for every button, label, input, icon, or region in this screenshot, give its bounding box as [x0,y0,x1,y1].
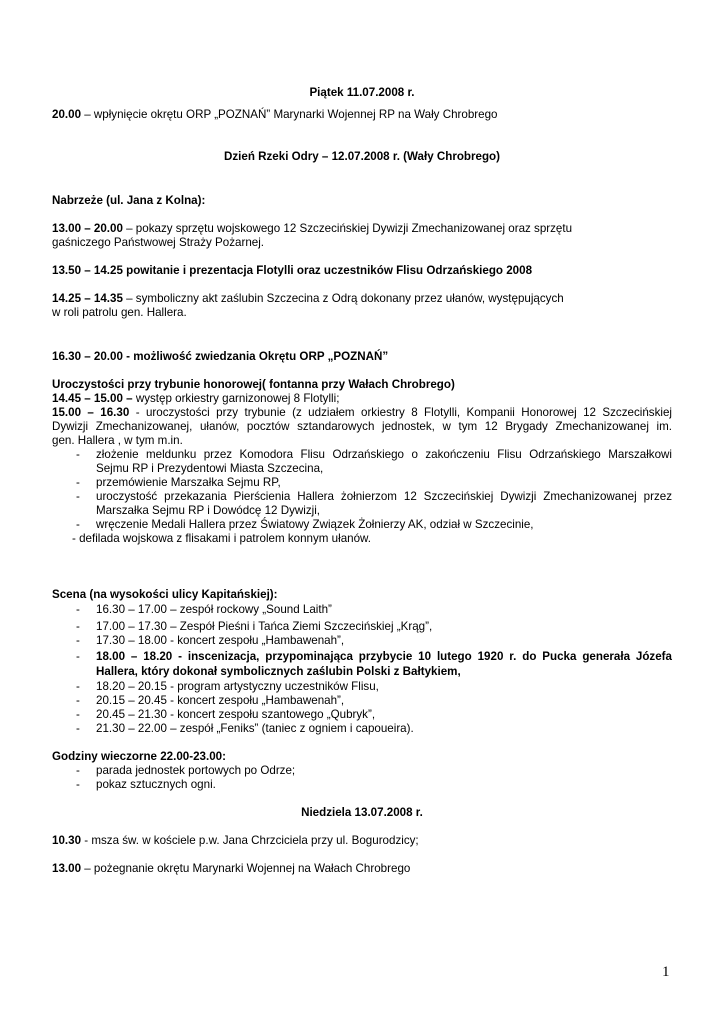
ceremony-line-2-time: 15.00 – 16.30 [52,406,130,419]
sunday-item-2-text: – pożegnanie okrętu Marynarki Wojennej na Wałach Chrobrego [81,862,411,875]
stage-item-6: 20.15 – 20.45 - koncert zespołu „Hambawenah”, [96,694,345,707]
quay-item-4: 16.30 – 20.00 - możliwość zwiedzania Okrętu ORP „POZNAŃ” [52,350,389,363]
ceremony-line-1-time: 14.45 – 15.00 – [52,392,133,405]
ceremony-bullet-3: uroczystość przekazania Pierścienia Hallera żołnierzom 12 Szczecińskiej Dywizji Zmechanizowanej przez [96,490,672,503]
ceremony-line-3: Dywizji Zmechanizowanej, ułanów, pocztów sztandarowych jednostek, w tym 12 Brygady Zmechanizowanej im. [52,420,672,433]
stage-item-3: 17.30 – 18.00 - koncert zespołu „Hambawenah”, [96,634,345,647]
bullet-dash: - [76,490,80,503]
evening-item-1: parada jednostek portowych po Odrze; [96,764,296,777]
quay-item-3-cont: w roli patrolu gen. Hallera. [52,306,187,319]
stage-item-7: 20.45 – 21.30 - koncert zespołu szantowego „Qubryk”, [96,708,376,721]
ceremony-line-4: gen. Hallera , w tym m.in. [52,434,183,447]
quay-item-3 [52,292,564,306]
stage-item-4-cont: Hallera, który dokonał symbolicznych zaślubin Polski z Bałtykiem, [96,665,461,678]
stage-item-5: 18.20 – 20.15 - program artystyczny uczestników Flisu, [96,680,379,693]
sunday-item-2 [52,862,410,876]
ceremony-heading: Uroczystości przy trybunie honorowej( fontanna przy Wałach Chrobrego) [52,378,455,391]
ceremony-line-1-text: występ orkiestry garnizonowej 8 Flotylli; [132,392,340,405]
stage-item-8: 21.30 – 22.00 – zespół „Feniks” (taniec z ogniem i capoueira). [96,722,414,735]
bullet-dash: - [76,476,80,489]
quay-heading: Nabrzeże (ul. Jana z Kolna): [52,194,206,207]
page-number: 1 [662,964,670,980]
evening-heading: Godziny wieczorne 22.00-23.00: [52,750,226,763]
stage-heading: Scena (na wysokości ulicy Kapitańskiej): [52,588,278,601]
sunday-item-2-time: 13.00 [52,862,82,875]
ceremony-line-2-text: - uroczystości przy trybunie (z udziałem orkiestry 8 Flotylli, Kompanii Honorowej 12 Szczecińskiej [129,406,672,419]
bullet-dash: - [76,694,80,707]
quay-item-2: 13.50 – 14.25 powitanie i prezentacja Flotylli oraz uczestników Flisu Odrzańskiego 2008 [52,264,533,277]
sunday-title: Niedziela 13.07.2008 r. [301,806,423,819]
bullet-dash: - [76,603,80,616]
friday-entry [52,108,497,122]
bullet-dash: - [76,634,80,647]
saturday-title: Dzień Rzeki Odry – 12.07.2008 r. (Wały Chrobrego) [224,150,500,163]
stage-item-2: 17.00 – 17.30 – Zespół Pieśni i Tańca Ziemi Szczecińskiej „Krąg”, [96,620,433,633]
quay-item-1 [52,222,572,236]
ceremony-bullet-1: złożenie meldunku przez Komodora Flisu Odrzańskiego o zakończeniu Flisu Odrzańskiego Marszałkowi [96,448,672,461]
ceremony-line-2 [52,406,672,420]
quay-item-1-text: – pokazy sprzętu wojskowego 12 Szczecińskiej Dywizji Zmechanizowanej oraz sprzętu [122,222,573,235]
ceremony-bullet-5: - defilada wojskowa z flisakami i patrolem konnym ułanów. [72,532,371,545]
quay-item-1-time: 13.00 – 20.00 [52,222,123,235]
sunday-item-1-text: - msza św. w kościele p.w. Jana Chrzciciela przy ul. Bogurodzicy; [81,834,419,847]
bullet-dash: - [76,518,80,531]
ceremony-bullet-4: wręczenie Medali Hallera przez Światowy Związek Żołnierzy AK, odział w Szczecinie, [96,518,534,531]
ceremony-bullet-2: przemówienie Marszałka Sejmu RP, [96,476,281,489]
quay-item-3-text: – symboliczny akt zaślubin Szczecina z Odrą dokonany przez ułanów, występujących [122,292,564,305]
bullet-dash: - [76,620,80,633]
sunday-item-1-time: 10.30 [52,834,82,847]
stage-item-4: 18.00 – 18.20 - inscenizacja, przypominająca przybycie 10 lutego 1920 r. do Pucka generała Józefa [96,650,672,663]
stage-item-1: 16.30 – 17.00 – zespół rockowy „Sound Laith” [96,603,332,616]
ceremony-bullet-1-cont: Sejmu RP i Prezydentowi Miasta Szczecina, [96,462,324,475]
friday-entry-time: 20.00 [52,108,82,121]
ceremony-line-1 [52,392,339,406]
sunday-item-1 [52,834,419,848]
bullet-dash: - [76,680,80,693]
bullet-dash: - [76,448,80,461]
quay-item-1-cont: gaśniczego Państwowej Straży Pożarnej. [52,236,265,249]
quay-item-3-time: 14.25 – 14.35 [52,292,123,305]
ceremony-bullet-3-cont: Marszałka Sejmu RP i Dowódcę 12 Dywizji, [96,504,321,517]
friday-title: Piątek 11.07.2008 r. [309,86,415,99]
bullet-dash: - [76,708,80,721]
bullet-dash: - [76,650,80,663]
bullet-dash: - [76,764,80,777]
bullet-dash: - [76,722,80,735]
friday-entry-text: – wpłynięcie okrętu ORP „POZNAŃ” Marynarki Wojennej RP na Wały Chrobrego [81,108,498,121]
bullet-dash: - [76,778,80,791]
evening-item-2: pokaz sztucznych ogni. [96,778,216,791]
